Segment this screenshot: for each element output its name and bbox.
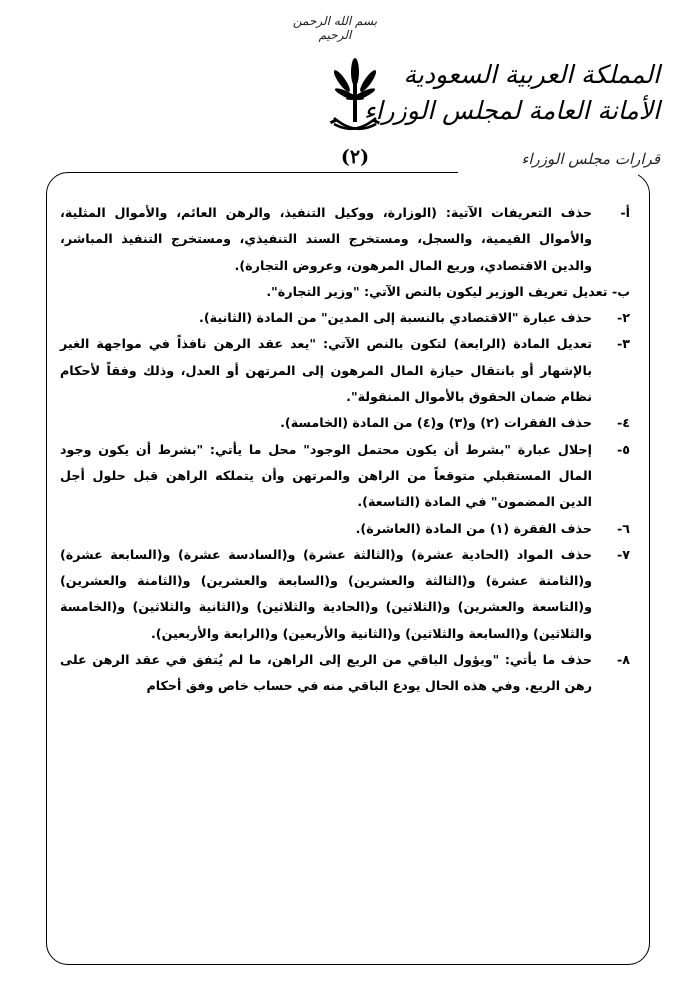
item-text: حذف المواد (الحادية عشرة) و(الثالثة عشرة) و(السادسة عشرة) و(السابعة عشرة) و(الثامنة عشرة) و(الثالثة والعشرين) و(السابعة والعشرين) و(الثامنة والعشرين) و(التاسعة والعشرين) و(الثلاثين) و(الحادية والثلاثين) و(الثانية والثلاثين) و(الخامسة والثلاثين) و(السابعة والثلاثين) و(الثانية والأربعين) و(الرابعة والأربعين). xyxy=(60,546,592,641)
list-item xyxy=(60,331,630,410)
item-text: حذف عبارة "الاقتصادي بالنسبة إلى المدين" من المادة (الثانية). xyxy=(199,310,592,326)
header-kingdom: المملكة العربية السعودية xyxy=(403,60,660,89)
item-number: ٦- xyxy=(616,520,630,536)
list-item xyxy=(60,305,630,331)
list-item xyxy=(60,516,630,542)
item-number: ٧- xyxy=(616,546,630,562)
frame-gap xyxy=(458,168,638,177)
item-text: حذف الفقرات (٢) و(٣) و(٤) من المادة (الخامسة). xyxy=(280,415,592,431)
item-text: حذف الفقرة (١) من المادة (العاشرة). xyxy=(355,520,592,536)
item-number: ٥- xyxy=(616,441,630,457)
item-text: إحلال عبارة "بشرط أن يكون محتمل الوجود" محل ما يأتي: "بشرط أن يكون وجود المال المستقبلي متوقعاً من الراهن والمرتهن وأن يتملكه الراهن قبل حلول أجل الدين المضمون" في المادة (التاسعة). xyxy=(60,441,592,510)
item-number: ٨- xyxy=(616,652,630,668)
item-number: ٣- xyxy=(616,336,630,352)
list-item xyxy=(60,542,630,647)
item-number: ٢- xyxy=(616,310,630,326)
item-text: حذف ما يأتي: "ويؤول الباقي من الريع إلى الراهن، ما لم يُتفق في عقد الرهن على رهن الريع. وفي هذه الحال يودع الباقي منه في حساب خاص وفق أحكام xyxy=(60,652,592,694)
item-number: ٤- xyxy=(616,415,630,431)
item-number: أ- xyxy=(620,205,630,220)
list-item xyxy=(60,437,630,516)
basmala: بسم الله الرحمن الرحيم xyxy=(292,14,378,42)
list-item xyxy=(60,410,630,436)
decision-text xyxy=(60,200,630,700)
item-text: حذف التعريفات الآتية: (الوزارة، ووكيل التنفيذ، والرهن العائم، والأموال المثلية، والأموال القيمية، والسجل، ومستخرج السند التنفيذي، ومستخرج التنفيذ المباشر، والدين الاقتصادي، وريع المال المرهون، وعروض التجارة). xyxy=(60,205,592,273)
item-text: تعديل المادة (الرابعة) لتكون بالنص الآتي: "يعد عقد الرهن نافذاً في مواجهة الغير بالإشهار أو بانتقال حيازة المال المرهون إلى المرتهن أو العدل، وذلك وفقاً لأحكام نظام ضمان الحقوق بالأموال المنقولة". xyxy=(60,336,592,405)
header-decisions: قرارات مجلس الوزراء xyxy=(521,150,660,168)
item-text: تعديل تعريف الوزير ليكون بالنص الآتي: "وزير التجارة". xyxy=(266,283,608,299)
list-item xyxy=(60,647,630,700)
list-item xyxy=(60,279,630,305)
page-number: (٢) xyxy=(340,146,370,168)
header-secretariat: الأمانة العامة لمجلس الوزراء xyxy=(363,96,660,125)
list-item xyxy=(60,200,630,279)
item-number-inline: ب- xyxy=(611,283,630,299)
